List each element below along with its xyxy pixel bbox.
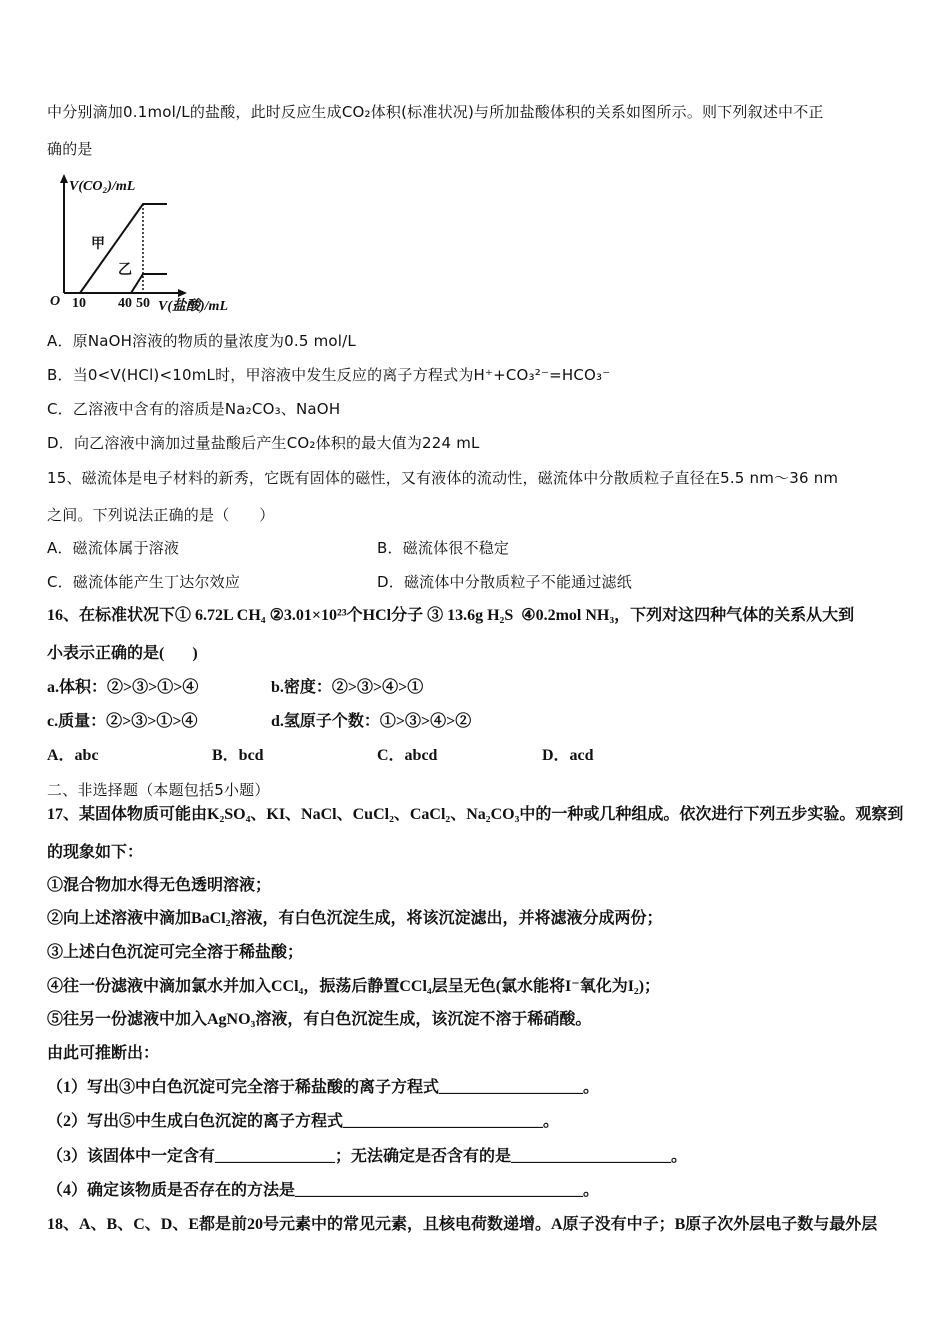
- q16-option-d: D．acd: [542, 747, 594, 764]
- q14-option-d: D．向乙溶液中滴加过量盐酸后产生CO₂体积的最大值为224 mL: [47, 434, 480, 452]
- q16-option-a: A．abc: [47, 747, 99, 764]
- q16-item-a: a.体积：②>③>①>④: [47, 679, 199, 696]
- co2-volume-figure: [45, 170, 260, 315]
- x-axis-label: V(盐酸)/mL: [158, 299, 228, 314]
- q15-stem-line1: 15、磁流体是电子材料的新秀，它既有固体的磁性，又有液体的流动性，磁流体中分散质粒子直径在5.5 nm～36 nm: [47, 469, 839, 487]
- q16-item-d: d.氢原子个数：①>③>④>②: [271, 713, 472, 730]
- q17-step-5: ⑤往另一份滤液中加入AgNO₃溶液，有白色沉淀生成，该沉淀不溶于稀硝酸。: [47, 1011, 592, 1028]
- x-axis-arrow-icon: [178, 289, 187, 297]
- q17-stem-line2: 的现象如下：: [47, 844, 144, 861]
- x-tick-40: 40: [118, 296, 132, 311]
- q16-option-b: B．bcd: [212, 747, 264, 764]
- q14-stem-line1: 中分别滴加0.1mol/L的盐酸，此时反应生成CO₂体积(标准状况)与所加盐酸体积的关系如图所示。则下列叙述中不正: [47, 103, 824, 121]
- q14-option-a: A．原NaOH溶液的物质的量浓度为0.5 mol/L: [47, 332, 356, 350]
- q14-stem-line2: 确的是: [47, 140, 93, 158]
- q16-item-b: b.密度：②>③>④>①: [271, 679, 424, 696]
- q16-item-c: c.质量：②>③>①>④: [47, 713, 198, 730]
- q15-option-b: B．磁流体很不稳定: [377, 539, 510, 557]
- q17-step-2: ②向上述溶液中滴加BaCl₂溶液，有白色沉淀生成，将该沉淀滤出，并将滤液分成两份；: [47, 910, 663, 927]
- q17-question-1: （1）写出③中白色沉淀可完全溶于稀盐酸的离子方程式__________________。: [47, 1079, 600, 1096]
- q17-step-3: ③上述白色沉淀可完全溶于稀盐酸；: [47, 944, 304, 961]
- x-tick-10: 10: [72, 296, 86, 311]
- q15-option-d: D．磁流体中分散质粒子不能通过滤纸: [377, 573, 632, 591]
- q16-stem-line1: 16、在标准状况下① 6.72L CH₄ ②3.01×10²³个HCl分子 ③ 13.6g H₂S ④0.2mol NH₃，下列对这四种气体的关系从大到: [47, 607, 855, 624]
- q17-step-4: ④往一份滤液中滴加氯水并加入CCl₄，振荡后静置CCl₄层呈无色(氯水能将I⁻氧化为I₂)；: [47, 978, 661, 995]
- q17-question-2: （2）写出⑤中生成白色沉淀的离子方程式_________________________。: [47, 1113, 560, 1130]
- q17-question-4: （4）确定该物质是否存在的方法是____________________________________。: [47, 1182, 600, 1199]
- curve-yi-label: 乙: [118, 263, 132, 278]
- y-axis-arrow-icon: [60, 174, 68, 183]
- curve-yi: [131, 274, 167, 293]
- q16-option-c: C．abcd: [377, 747, 438, 764]
- origin-label: O: [50, 294, 61, 309]
- curve-jia-label: 甲: [91, 237, 105, 252]
- q17-question-3: （3）该固体中一定含有_______________；无法确定是否含有的是____________________。: [47, 1148, 688, 1165]
- q15-option-a: A．磁流体属于溶液: [47, 539, 180, 557]
- q14-option-b: B．当0<V(HCl)<10mL时，甲溶液中发生反应的离子方程式为H⁺+CO₃²⁻=HCO₃⁻: [47, 366, 611, 384]
- q15-option-c: C．磁流体能产生丁达尔效应: [47, 573, 241, 591]
- section-heading: 二、非选择题（本题包括5小题）: [47, 781, 270, 799]
- q17-stem-line1: 17、某固体物质可能由K₂SO₄、KI、NaCl、CuCl₂、CaCl₂、Na₂CO₃中的一种或几种组成。依次进行下列五步实验。观察到: [47, 806, 904, 823]
- q18-stem-line1: 18、A、B、C、D、E都是前20号元素中的常见元素，且核电荷数递增。A原子没有中子；B原子次外层电子数与最外层: [47, 1216, 878, 1233]
- q17-step-1: ①混合物加水得无色透明溶液；: [47, 877, 272, 894]
- q14-option-c: C．乙溶液中含有的溶质是Na₂CO₃、NaOH: [47, 400, 341, 418]
- x-tick-50: 50: [136, 296, 150, 311]
- q15-stem-line2: 之间。下列说法正确的是（ ）: [47, 506, 275, 524]
- q16-stem-line2: 小表示正确的是( ): [47, 645, 198, 662]
- q17-conclusion: 由此可推断出：: [47, 1045, 160, 1062]
- y-axis-label: V(CO₂)/mL: [69, 179, 136, 194]
